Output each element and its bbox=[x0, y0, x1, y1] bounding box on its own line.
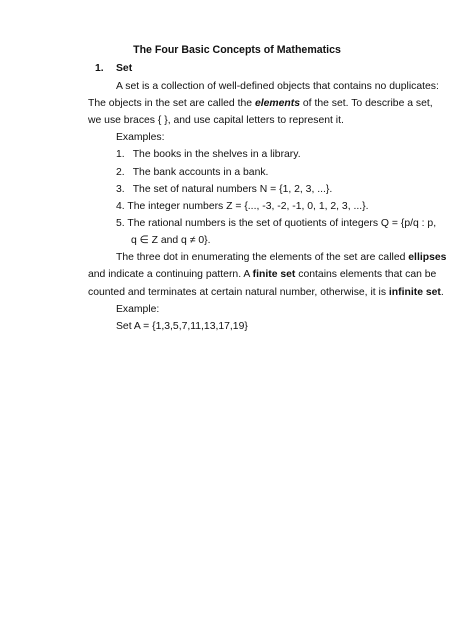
term-ellipses: ellipses bbox=[408, 252, 447, 263]
example-item-text: The books in the shelves in a library. bbox=[132, 149, 301, 160]
term-elements: elements bbox=[254, 98, 300, 109]
para2-line3 bbox=[88, 286, 444, 299]
para2-line1-text: The three dot in enumerating the elements of the set are called bbox=[116, 252, 409, 263]
example-set: Set A = {1,3,5,7,11,13,17,19} bbox=[116, 321, 248, 332]
example-item-text: The rational numbers is the set of quotients of integers Q = {p/q : p, bbox=[127, 218, 437, 229]
para2-line3-text-a: counted and terminates at certain natural number, otherwise, it is bbox=[88, 287, 389, 298]
example-item bbox=[116, 200, 369, 213]
example-item bbox=[116, 217, 436, 230]
para2-line2-text-a: and indicate a continuing pattern. A bbox=[88, 269, 253, 280]
example-item bbox=[116, 183, 332, 196]
section-title: Set bbox=[116, 63, 133, 74]
para2-line1 bbox=[116, 251, 446, 264]
example-label: Example: bbox=[116, 304, 160, 315]
example-item-number: 1. bbox=[116, 149, 125, 160]
example-item-number: 5. bbox=[116, 218, 125, 229]
para1-line3: we use braces { }, and use capital letters to represent it. bbox=[88, 115, 344, 126]
para1-line2-text-a: The objects in the set are called the bbox=[88, 98, 255, 109]
section-heading bbox=[95, 62, 132, 75]
para2-line3-text-b: . bbox=[440, 287, 444, 298]
example-item-continuation: q ∈ Z and q ≠ 0}. bbox=[131, 235, 211, 246]
section-number: 1. bbox=[95, 63, 104, 74]
para1-line2 bbox=[88, 97, 433, 110]
example-item-number: 4. bbox=[116, 201, 125, 212]
example-item-number: 2. bbox=[116, 167, 125, 178]
para2-line2-text-b: contains elements that can be bbox=[295, 269, 437, 280]
para1-line1: A set is a collection of well-defined objects that contains no duplicates: bbox=[116, 81, 439, 92]
term-finite-set: finite set bbox=[252, 269, 296, 280]
example-item-number: 3. bbox=[116, 184, 125, 195]
example-item-text: The set of natural numbers N = {1, 2, 3, ...}. bbox=[132, 184, 333, 195]
example-item bbox=[116, 148, 301, 161]
example-item bbox=[116, 166, 268, 179]
term-infinite-set: infinite set bbox=[388, 287, 441, 298]
example-item-text: The bank accounts in a bank. bbox=[132, 167, 269, 178]
para1-line2-text-b: of the set. To describe a set, bbox=[300, 98, 433, 109]
example-item-text: The integer numbers Z = {..., -3, -2, -1, 0, 1, 2, 3, ...}. bbox=[127, 201, 369, 212]
para2-line2 bbox=[88, 268, 437, 281]
examples-label: Examples: bbox=[116, 132, 165, 143]
document-title: The Four Basic Concepts of Mathematics bbox=[133, 44, 341, 56]
